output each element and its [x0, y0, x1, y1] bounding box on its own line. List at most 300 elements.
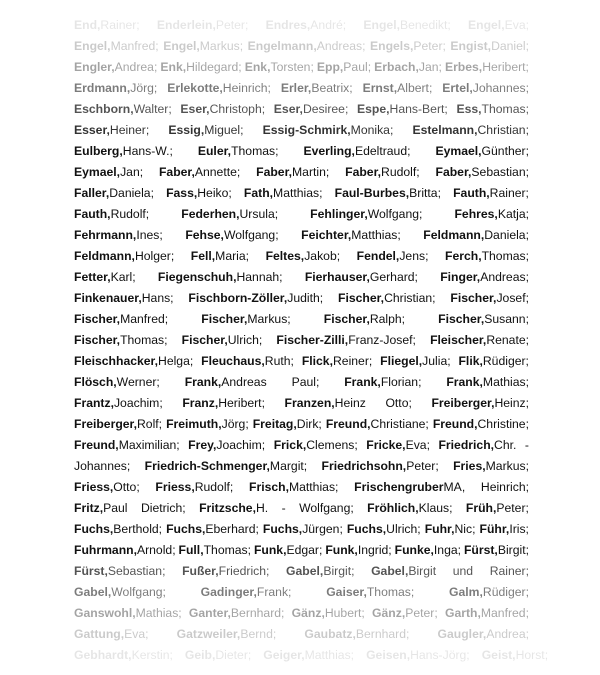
given-name: Ulrich; [227, 333, 263, 347]
surname: Freitag, [252, 417, 297, 431]
name-entry [458, 351, 528, 372]
given-name: Andrea; [486, 627, 529, 641]
given-name: Heinz; [494, 396, 529, 410]
name-entry [282, 498, 286, 519]
given-name: Jürgen; [302, 522, 343, 536]
name-entry [263, 120, 394, 141]
name-entry [185, 645, 251, 666]
surname: Engel, [363, 18, 400, 32]
given-name: Martin; [292, 165, 330, 179]
name-entry [266, 15, 347, 36]
given-name: Thomas; [120, 333, 168, 347]
name-entry [466, 498, 529, 519]
surname: Engels, [370, 39, 414, 53]
surname: Fischer, [74, 312, 121, 326]
given-name: Thomas; [481, 102, 529, 116]
given-name: Kerstin; [131, 648, 173, 662]
given-name: Otto; [113, 480, 140, 494]
given-name: MA, [443, 480, 466, 494]
name-entry [180, 99, 265, 120]
surname: Fehrmann, [74, 228, 137, 242]
given-name: Hubert; [324, 606, 365, 620]
surname: Erlekotte, [167, 81, 223, 95]
given-name: Horst; [515, 648, 549, 662]
surname: Fuhrmann, [74, 543, 137, 557]
name-entry [74, 603, 182, 624]
name-entry [380, 351, 450, 372]
given-name: Daniel; [491, 39, 529, 53]
given-name: Jan; [120, 165, 144, 179]
given-name: Andreas; [480, 270, 529, 284]
name-entry [159, 162, 240, 183]
name-entry [163, 36, 243, 57]
given-name: Edeltraud; [354, 144, 411, 158]
given-name: Johannes; [472, 81, 529, 95]
surname: Funk, [253, 543, 287, 557]
name-entry [453, 456, 529, 477]
given-name: Gerhard; [369, 270, 418, 284]
name-line [74, 204, 529, 225]
surname: Garth, [444, 606, 481, 620]
surname: Geist, [481, 648, 516, 662]
name-line [74, 372, 529, 393]
name-entry [263, 645, 354, 666]
given-name: Jakob; [304, 249, 341, 263]
given-name: Birgit [408, 564, 437, 578]
name-entry [480, 519, 529, 540]
surname: Engel, [74, 39, 111, 53]
name-line [74, 477, 529, 498]
name-entry [74, 99, 172, 120]
name-line [74, 162, 529, 183]
name-entry [74, 15, 140, 36]
surname: Engler, [74, 60, 115, 74]
surname: Gattung, [74, 627, 125, 641]
surname: Fleuchaus, [201, 354, 265, 368]
surname: Geiger, [263, 648, 305, 662]
given-name: Heiko; [197, 186, 232, 200]
surname: Frantz, [74, 396, 114, 410]
name-line [74, 561, 529, 582]
surname: Gadinger, [200, 585, 257, 599]
surname: Fischer, [450, 291, 497, 305]
given-name: Franz-Josef; [348, 333, 416, 347]
name-entry [431, 393, 529, 414]
given-name: H. [255, 501, 269, 515]
given-name: Eberhard; [205, 522, 259, 536]
given-name: Desiree; [302, 102, 349, 116]
surname: Ganswohl, [74, 606, 136, 620]
given-name: Maximilian; [118, 438, 180, 452]
name-entry [363, 78, 433, 99]
name-entry [266, 246, 341, 267]
name-line [74, 456, 529, 477]
name-entry [286, 561, 354, 582]
surname: Fleischhacker, [74, 354, 159, 368]
surname: Fischer, [74, 333, 121, 347]
given-name: Heribert; [482, 60, 529, 74]
name-line [74, 288, 529, 309]
name-entry [74, 330, 168, 351]
name-entry [74, 456, 130, 477]
name-entry [74, 225, 163, 246]
given-name: Benedikt; [399, 18, 451, 32]
given-name: Rüdiger; [482, 585, 529, 599]
surname: Feldmann, [74, 249, 135, 263]
surname: Engel, [163, 39, 200, 53]
name-entry [263, 519, 343, 540]
surname: Eser, [273, 102, 303, 116]
given-name: - [281, 501, 286, 515]
given-name: Heinz [334, 396, 366, 410]
given-name: Miguel; [204, 123, 244, 137]
given-name: Josef; [496, 291, 529, 305]
surname: Frank, [184, 375, 222, 389]
surname: Frick, [273, 438, 307, 452]
surname: Gänz, [372, 606, 406, 620]
name-entry [456, 99, 529, 120]
name-entry [185, 225, 278, 246]
name-entry [449, 582, 529, 603]
name-entry [155, 477, 233, 498]
name-entry [453, 561, 473, 582]
name-entry [74, 372, 160, 393]
name-line [74, 246, 529, 267]
given-name: Wolfgang; [299, 501, 354, 515]
name-entry [74, 351, 193, 372]
surname: Freiberger, [431, 396, 495, 410]
name-line [74, 645, 549, 666]
name-entry [370, 36, 446, 57]
surname: Fleischer, [430, 333, 487, 347]
surname: Frank, [344, 375, 381, 389]
given-name: Andrea; [114, 60, 158, 74]
surname: Flick, [301, 354, 333, 368]
name-entry [371, 561, 436, 582]
name-entry [317, 57, 371, 78]
given-name: Jens; [399, 249, 429, 263]
surname: Frank, [446, 375, 483, 389]
surname: Eymael, [435, 144, 482, 158]
given-name: Paul; [343, 60, 372, 74]
given-name: Jan; [418, 60, 442, 74]
name-entry [450, 288, 529, 309]
given-name: Manfred; [110, 39, 159, 53]
given-name: Rudolf; [194, 480, 234, 494]
name-entry [74, 498, 128, 519]
surname: Führ, [479, 522, 510, 536]
given-name: Ingrid; [357, 543, 392, 557]
given-name: Ruth; [264, 354, 294, 368]
name-entry [433, 414, 529, 435]
surname: Flik, [458, 354, 483, 368]
name-entry [74, 561, 165, 582]
name-entry [525, 435, 529, 456]
surname: Gaiser, [326, 585, 367, 599]
name-entry [292, 372, 320, 393]
surname: Gebhardt, [74, 648, 132, 662]
given-name: Christian; [384, 291, 436, 305]
name-line [74, 120, 529, 141]
surname: Enk, [244, 60, 271, 74]
name-entry [74, 393, 163, 414]
surname: Fuchs, [74, 522, 114, 536]
surname: Früh, [465, 501, 497, 515]
name-entry [482, 645, 548, 666]
given-name: Thomas; [366, 585, 415, 599]
name-entry [490, 561, 529, 582]
given-name: Monika; [350, 123, 394, 137]
surname: Freimuth, [166, 417, 222, 431]
name-entry [436, 162, 530, 183]
name-entry [248, 36, 366, 57]
given-name: Iris; [509, 522, 529, 536]
name-entry [347, 519, 421, 540]
name-entry [322, 456, 439, 477]
given-name: Chr. [494, 438, 517, 452]
surname: Eymael, [74, 165, 121, 179]
name-entry [191, 246, 249, 267]
name-list [74, 15, 549, 666]
name-entry [281, 78, 353, 99]
name-entry [74, 582, 166, 603]
surname: Gabel, [286, 564, 324, 578]
name-line [74, 435, 529, 456]
given-name: Berthold; [113, 522, 163, 536]
given-name: Rudolf; [110, 207, 150, 221]
name-entry [198, 141, 279, 162]
name-line [74, 99, 529, 120]
surname: Franz, [182, 396, 219, 410]
given-name: Jörg; [130, 81, 158, 95]
name-entry [167, 78, 271, 99]
name-entry [372, 603, 438, 624]
name-entry [189, 603, 285, 624]
surname: Essig, [168, 123, 205, 137]
surname: Estelmann, [412, 123, 478, 137]
name-entry [310, 204, 422, 225]
surname: Fricke, [366, 438, 406, 452]
name-entry [201, 309, 290, 330]
given-name: Christian; [477, 123, 529, 137]
name-line [74, 540, 529, 561]
given-name: Thomas; [231, 144, 279, 158]
name-entry [182, 330, 263, 351]
given-name: Daniela; [109, 186, 154, 200]
given-name: Markus; [247, 312, 291, 326]
surname: Fuchs, [166, 522, 206, 536]
given-name: Klaus; [418, 501, 453, 515]
surname: Eulberg, [74, 144, 123, 158]
surname: Fliegel, [380, 354, 423, 368]
given-name: Birgit; [323, 564, 355, 578]
given-name: Britta; [409, 186, 441, 200]
name-entry [395, 540, 461, 561]
given-name: Torsten; [270, 60, 314, 74]
name-line [74, 603, 529, 624]
surname: Enderlein, [156, 18, 216, 32]
name-entry [177, 624, 277, 645]
given-name: Bernd; [240, 627, 277, 641]
surname: Gabel, [74, 585, 112, 599]
given-name: Christiane; [370, 417, 429, 431]
surname: Fries, [453, 459, 486, 473]
given-name: Manfred; [120, 312, 169, 326]
given-name: Markus; [485, 459, 529, 473]
name-entry [166, 183, 232, 204]
given-name: Otto; [385, 396, 412, 410]
given-name: Julia; [422, 354, 451, 368]
surname: Gaubatz, [304, 627, 356, 641]
surname: Fischborn-Zöller, [188, 291, 288, 305]
name-entry [335, 183, 441, 204]
name-entry [468, 15, 529, 36]
surname: Faber, [158, 165, 195, 179]
name-entry [363, 15, 450, 36]
surname: Fauth, [74, 207, 111, 221]
name-entry [345, 162, 420, 183]
name-entry [166, 414, 249, 435]
given-name: Rainer; [489, 564, 529, 578]
name-line [74, 225, 529, 246]
given-name: Matthias; [273, 186, 323, 200]
name-line [74, 498, 529, 519]
given-name: Ursula; [239, 207, 279, 221]
surname: Freund, [325, 417, 371, 431]
surname: Fischer, [323, 312, 370, 326]
surname: Friedrich, [438, 438, 495, 452]
name-entry [74, 477, 140, 498]
given-name: Peter; [405, 606, 438, 620]
name-entry [304, 624, 409, 645]
given-name: Paul; [291, 375, 320, 389]
name-entry [445, 603, 529, 624]
name-entry [74, 267, 136, 288]
name-entry [182, 561, 269, 582]
name-entry [141, 498, 186, 519]
name-entry [438, 435, 516, 456]
surname: Freund, [432, 417, 478, 431]
surname: Fuchs, [346, 522, 387, 536]
name-entry [74, 78, 157, 99]
name-entry [464, 540, 529, 561]
surname: Fauth, [453, 186, 490, 200]
surname: Freiberger, [74, 417, 137, 431]
name-entry [74, 288, 174, 309]
surname: Fritz, [74, 501, 104, 515]
name-entry [338, 288, 436, 309]
surname: Gänz, [291, 606, 325, 620]
given-name: Ines; [136, 228, 163, 242]
given-name: Daniela; [484, 228, 529, 242]
given-name: Birgit; [497, 543, 529, 557]
surname: Engist, [450, 39, 492, 53]
surname: Enk, [160, 60, 187, 74]
name-line [74, 15, 529, 36]
given-name: Renate; [486, 333, 529, 347]
name-entry [182, 393, 265, 414]
name-entry [74, 36, 159, 57]
surname: Faber, [435, 165, 472, 179]
given-name: Margit; [269, 459, 308, 473]
name-entry [160, 57, 241, 78]
name-entry [292, 603, 365, 624]
surname: Frischengruber [354, 480, 444, 494]
surname: Gaugler, [437, 627, 487, 641]
given-name: Hans-Jörg; [410, 648, 470, 662]
name-entry [74, 162, 143, 183]
surname: Finger, [440, 270, 481, 284]
given-name: Friedrich; [218, 564, 270, 578]
given-name: Heribert; [218, 396, 265, 410]
name-entry [74, 540, 176, 561]
name-line [74, 309, 529, 330]
given-name: Beatrix; [311, 81, 353, 95]
given-name: Katja; [497, 207, 529, 221]
surname: Erbach, [374, 60, 419, 74]
name-entry [301, 225, 401, 246]
surname: Engel, [468, 18, 505, 32]
name-entry [244, 183, 323, 204]
given-name: Eva; [504, 18, 529, 32]
given-name: Ulrich; [386, 522, 421, 536]
surname: Friess, [155, 480, 195, 494]
name-entry [74, 57, 157, 78]
surname: Ernst, [362, 81, 398, 95]
given-name: Andreas [221, 375, 267, 389]
name-entry [438, 624, 529, 645]
given-name: Heiner; [109, 123, 150, 137]
given-name: Clemens; [306, 438, 358, 452]
given-name: Holger; [134, 249, 175, 263]
surname: Fehlinger, [310, 207, 368, 221]
surname: Fischer, [201, 312, 248, 326]
name-entry [481, 477, 529, 498]
name-entry [357, 246, 429, 267]
name-line [74, 57, 529, 78]
given-name: Jörg; [221, 417, 249, 431]
name-entry [374, 57, 442, 78]
surname: Feichter, [301, 228, 352, 242]
given-name: Rainer; [100, 18, 140, 32]
name-entry [245, 57, 314, 78]
given-name: Heinrich; [222, 81, 271, 95]
name-entry [450, 36, 529, 57]
name-entry [166, 519, 259, 540]
name-entry [326, 582, 414, 603]
given-name: Günther; [481, 144, 529, 158]
given-name: Dirk; [296, 417, 322, 431]
name-entry [74, 624, 149, 645]
name-entry [454, 204, 529, 225]
given-name: Edgar; [286, 543, 323, 557]
name-entry [74, 183, 154, 204]
surname: Endres, [265, 18, 311, 32]
surname: Fritzsche, [199, 501, 256, 515]
given-name: Susann; [484, 312, 529, 326]
surname: Ferch, [445, 249, 482, 263]
surname: Ess, [456, 102, 482, 116]
name-entry [445, 246, 529, 267]
given-name: Rudolf; [381, 165, 420, 179]
name-line [74, 330, 529, 351]
surname: Fuhr, [424, 522, 455, 536]
name-line [74, 624, 529, 645]
surname: Finkenauer, [74, 291, 142, 305]
surname: Friedrich-Schmenger, [144, 459, 270, 473]
surname: Fürst, [463, 543, 498, 557]
surname: Faber, [345, 165, 382, 179]
